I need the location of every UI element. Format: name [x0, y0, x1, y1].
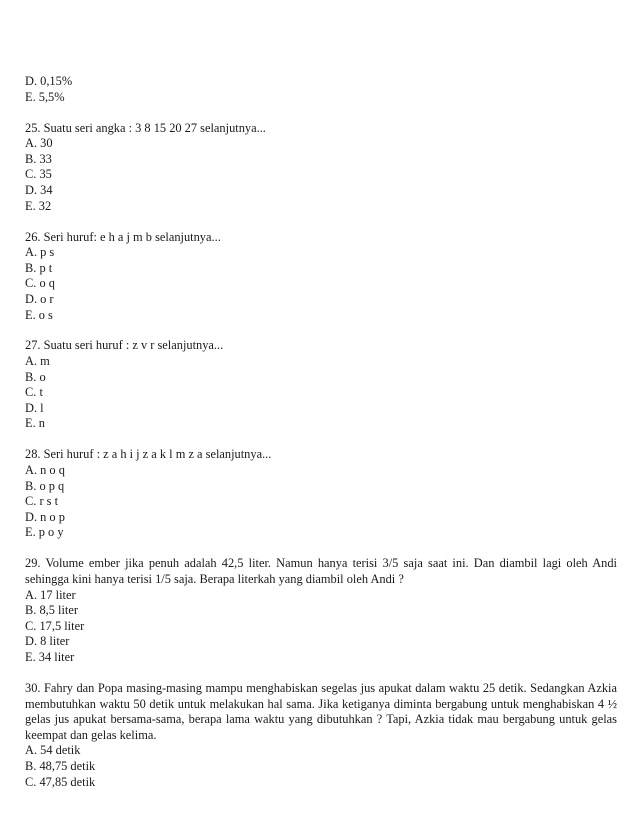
spacer: [25, 214, 617, 229]
option-b: B. o p q: [25, 478, 65, 493]
option-e: E. o s: [25, 307, 53, 322]
option-d: D. 34: [25, 182, 53, 197]
question-25: [25, 121, 617, 215]
option-a: A. 30: [25, 136, 53, 151]
document-page: [25, 74, 617, 790]
spacer: [25, 432, 617, 447]
previous-question-options: [25, 74, 617, 105]
spacer: [25, 666, 617, 681]
question-text: 26. Seri huruf: e h a j m b selanjutnya...: [25, 229, 221, 244]
question-text: 25. Suatu seri angka : 3 8 15 20 27 selanjutnya...: [25, 120, 266, 135]
spacer: [25, 105, 617, 120]
spacer: [25, 323, 617, 338]
option-b: B. 48,75 detik: [25, 758, 96, 773]
question-29: [25, 556, 617, 665]
option-a: A. m: [25, 354, 50, 369]
option-c: C. r s t: [25, 494, 59, 509]
option-c: C. 17,5 liter: [25, 618, 85, 633]
option-c: C. 35: [25, 167, 52, 182]
option-a: A. 17 liter: [25, 587, 76, 602]
option-e: E. 34 liter: [25, 649, 75, 664]
question-27: [25, 338, 617, 432]
option-a: A. n o q: [25, 463, 65, 478]
option-b: B. o: [25, 369, 46, 384]
question-26: [25, 230, 617, 324]
question-text: 28. Seri huruf : z a h i j z a k l m z a selanjutnya...: [25, 447, 272, 462]
option-b: B. p t: [25, 260, 53, 275]
option-b: B. 33: [25, 151, 52, 166]
option-b: B. 8,5 liter: [25, 603, 78, 618]
option-e: E. 5,5%: [25, 89, 65, 104]
option-a: A. 54 detik: [25, 743, 81, 758]
question-28: [25, 447, 617, 541]
option-d: D. 0,15%: [25, 74, 73, 88]
question-text: 27. Suatu seri huruf : z v r selanjutnya...: [25, 338, 224, 353]
option-d: D. 8 liter: [25, 634, 70, 649]
option-d: D. l: [25, 400, 44, 415]
option-d: D. n o p: [25, 509, 65, 524]
option-c: C. t: [25, 385, 43, 400]
option-c: C. 47,85 detik: [25, 774, 96, 789]
option-a: A. p s: [25, 245, 55, 260]
question-30: [25, 681, 617, 790]
option-e: E. n: [25, 416, 45, 431]
spacer: [25, 541, 617, 556]
question-text: 30. Fahry dan Popa masing-masing mampu menghabiskan segelas jus apukat dalam waktu 25 detik. Sedangkan Azkia membutuhkan waktu 50 detik untuk melakukan hal sama. Jika ketiganya diminta bergabung untuk menghabiskan 4 ½ gelas jus apukat bersama-sama, berapa lama waktu yang dibutuhkan ? Tapi, Azkia tidak mau bergabung untuk gelas keempat dan gelas kelima.: [25, 680, 617, 742]
question-text: 29. Volume ember jika penuh adalah 42,5 liter. Namun hanya terisi 3/5 saja saat ini. Dan diambil lagi oleh Andi sehingga kini hanya terisi 1/5 saja. Berapa literkah yang diambil oleh Andi ?: [25, 556, 617, 586]
option-e: E. p o y: [25, 525, 64, 540]
option-d: D. o r: [25, 291, 54, 306]
option-c: C. o q: [25, 276, 55, 291]
option-e: E. 32: [25, 198, 52, 213]
